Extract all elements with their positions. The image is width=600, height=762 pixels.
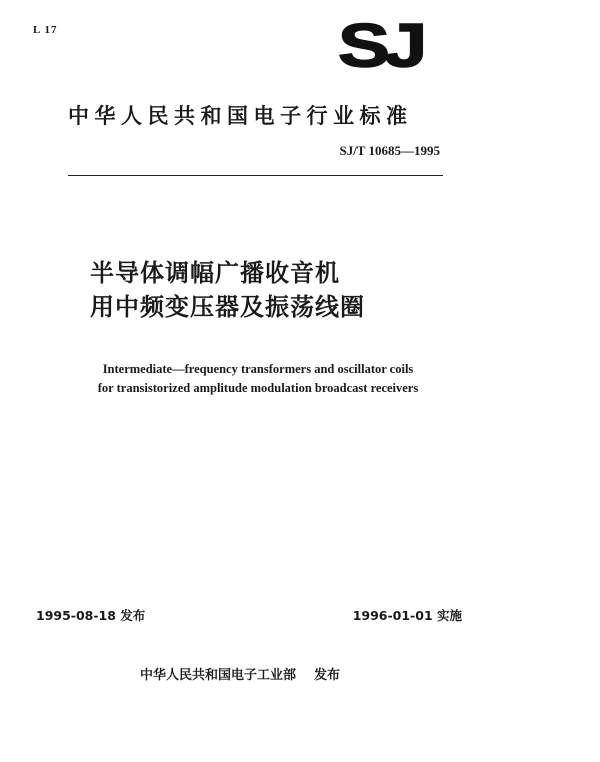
chinese-title-line-2: 用中频变压器及振荡线圈 <box>90 293 365 321</box>
header-divider <box>68 175 443 176</box>
standard-category: 中华人民共和国电子行业标准 <box>68 104 413 128</box>
standard-number: SJ/T 10685—1995 <box>339 143 440 158</box>
chinese-title <box>90 256 365 324</box>
english-title-line-1: Intermediate—frequency transformers and oscillator coils <box>102 362 414 376</box>
classification-code: L 17 <box>33 24 58 36</box>
issue-date: 1995-08-18 发布 <box>36 608 146 623</box>
effective-date: 1996-01-01 实施 <box>352 608 462 623</box>
english-title-line-2: for transistorized amplitude modulation broadcast receivers <box>97 381 419 395</box>
publisher-name: 中华人民共和国电子工业部 <box>140 668 297 683</box>
publisher <box>140 664 340 683</box>
chinese-title-line-1: 半导体调幅广播收音机 <box>90 259 340 287</box>
english-title <box>68 360 448 398</box>
publisher-action: 发布 <box>314 668 341 683</box>
sj-logo: SJ <box>338 10 422 80</box>
